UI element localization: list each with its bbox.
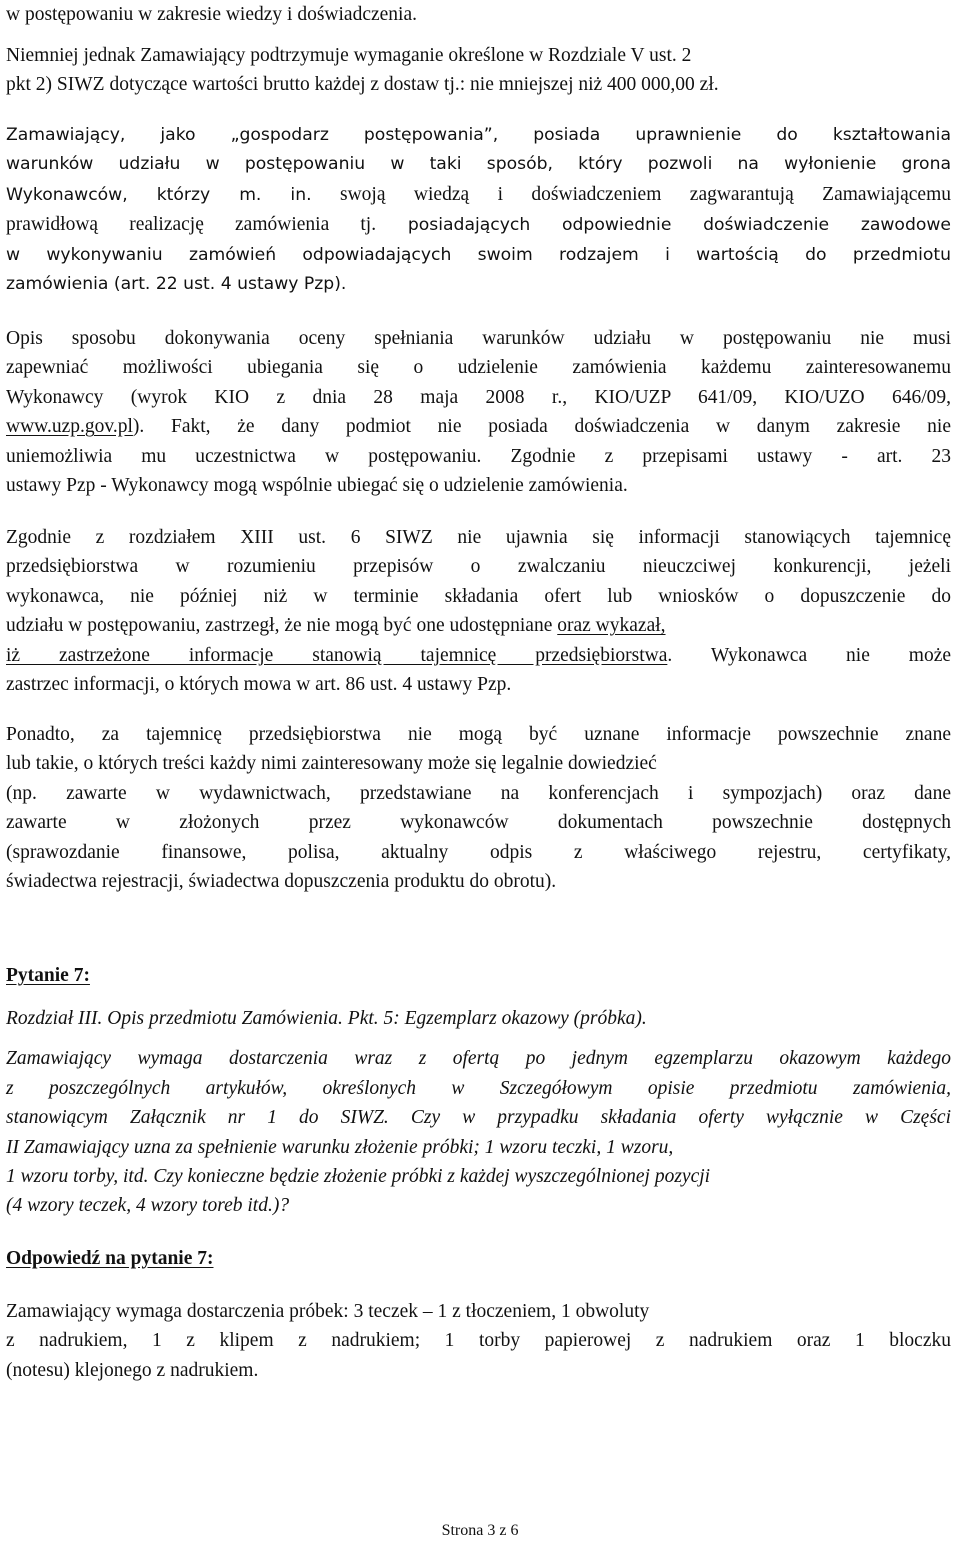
text-line: w postępowaniu w zakresie wiedzy i doświadczenia.	[6, 4, 417, 25]
text-line: Niemniej jednak Zamawiający podtrzymuje wymaganie określone w Rozdziale V ust. 2	[6, 45, 692, 66]
question-heading-text: Pytanie 7:	[6, 965, 90, 986]
text-line: Opis sposobu dokonywania oceny spełniania warunków udziału w postępowaniu nie musi	[6, 328, 951, 349]
text-line: (notesu) klejonego z nadrukiem.	[6, 1359, 259, 1381]
text-line: wykonawca, nie później niż w terminie składania ofert lub wniosków o dopuszczenie do	[6, 585, 951, 607]
paragraph-host-rights	[6, 121, 951, 299]
page-number: Strona 3 z 6	[441, 1522, 519, 1539]
text-line: Wykonawcy (wyrok KIO z dnia 28 maja 2008 r., KIO/UZP 641/09, KIO/UZO 646/09,	[6, 386, 951, 408]
text-line: przedsiębiorstwa w rozumieniu przepisów o zwalczaniu nieuczciwej konkurencji, jeżeli	[6, 556, 951, 578]
text-line: warunków udziału w postępowaniu w taki sposób, który pozwoli na wyłonienie grona	[6, 154, 951, 175]
text-line: w wykonywaniu zamówień odpowiadających swoim rodzajem i wartością do przedmiotu	[6, 244, 951, 265]
page-footer	[0, 1521, 960, 1541]
text-line: zapewniać możliwości ubiegania się o udzielenie zamówienia każdemu zainteresowanemu	[6, 357, 951, 379]
text-fragment: . Wykonawca nie może	[667, 644, 952, 666]
text-line: świadectwa rejestracji, świadectwa dopuszczenia produktu do obrotu).	[6, 871, 557, 893]
paragraph-assessment	[6, 324, 951, 500]
text-line: zawarte w złożonych przez wykonawców dokumentach powszechnie dostępnych	[6, 812, 951, 834]
text-line: (4 wzory teczek, 4 wzory toreb itd.)?	[6, 1195, 290, 1217]
text-line: stanowiącym Załącznik nr 1 do SIWZ. Czy w przypadku składania oferty wyłącznie w Części	[6, 1107, 951, 1129]
paragraph-intro	[6, 0, 951, 29]
text-line: Ponadto, za tajemnicę przedsiębiorstwa nie mogą być uznane informacje powszechnie znane	[6, 724, 951, 745]
text-line: Zamawiający wymaga dostarczenia próbek: 3 teczek – 1 z tłoczeniem, 1 obwoluty	[6, 1301, 650, 1322]
text-line: z nadrukiem, 1 z klipem z nadrukiem; 1 torby papierowej z nadrukiem oraz 1 bloczku	[6, 1330, 951, 1352]
paragraph-public-info	[6, 720, 951, 896]
text-line: zamówienia (art. 22 ust. 4 ustawy Pzp).	[6, 274, 347, 295]
answer-heading-text: Odpowiedź na pytanie 7:	[6, 1248, 214, 1269]
text-line: II Zamawiający uzna za spełnienie warunku złożenie próbki; 1 wzoru teczki, 1 wzoru,	[6, 1136, 674, 1158]
underlined-fragment: iż zastrzeżone informacje stanowią tajemnicę przedsiębiorstwa	[6, 644, 668, 666]
text-line: zastrzec informacji, o których mowa w art. 86 ust. 4 ustawy Pzp.	[6, 674, 512, 696]
text-line: Zgodnie z rozdziałem XIII ust. 6 SIWZ nie ujawnia się informacji stanowiących tajemnicę	[6, 527, 951, 548]
text-line	[6, 210, 951, 240]
text-line: pkt 2) SIWZ dotyczące wartości brutto każdej z dostaw tj.: nie mniejszej niż 400 000,00 zł.	[6, 74, 719, 96]
uzp-link[interactable]: www.uzp.gov.pl	[6, 416, 133, 438]
answer-heading	[6, 1244, 951, 1273]
text-line	[6, 641, 951, 670]
text-line: Zamawiający, jako „gospodarz postępowania”, posiada uprawnienie do kształtowania	[6, 125, 951, 145]
paragraph-trade-secret	[6, 523, 951, 699]
text-line	[6, 611, 951, 640]
underlined-fragment: oraz wykazał,	[557, 615, 666, 637]
text-line: Rozdział III. Opis przedmiotu Zamówienia. Pkt. 5: Egzemplarz okazowy (próbka).	[6, 1008, 647, 1029]
text-line: lub takie, o których treści każdy nimi zainteresowany może się legalnie dowiedzieć	[6, 753, 657, 775]
text-fragment: prawidłową realizację zamówienia tj.	[6, 214, 377, 236]
question-heading	[6, 961, 951, 990]
text-fragment: Wykonawców, którzy m. in.	[6, 184, 312, 205]
text-line: Zamawiający wymaga dostarczenia wraz z ofertą po jednym egzemplarzu okazowym każdego	[6, 1048, 951, 1070]
text-line	[6, 180, 951, 210]
question-body	[6, 1004, 951, 1221]
text-fragment: swoją wiedzą i doświadczeniem zagwarantują Zamawiającemu	[311, 183, 952, 205]
paragraph-requirement	[6, 41, 951, 100]
text-fragment: posiadających odpowiednie doświadczenie zawodowe	[376, 215, 952, 236]
text-line: (sprawozdanie finansowe, polisa, aktualny odpis z właściwego rejestru, certyfikaty,	[6, 841, 951, 863]
text-line: uniemożliwia mu uczestnictwa w postępowaniu. Zgodnie z przepisami ustawy - art. 23	[6, 445, 951, 467]
text-fragment: ). Fakt, że dany podmiot nie posiada doświadczenia w danym zakresie nie	[132, 416, 951, 438]
text-line: z poszczególnych artykułów, określonych w Szczegółowym opisie przedmiotu zamówienia,	[6, 1077, 951, 1099]
text-fragment: udziału w postępowaniu, zastrzegł, że nie mogą być one udostępniane	[6, 615, 558, 637]
answer-body	[6, 1297, 951, 1385]
text-line: (np. zawarte w wydawnictwach, przedstawiane na konferencjach i sympozjach) oraz dane	[6, 782, 951, 804]
text-line: ustawy Pzp - Wykonawcy mogą wspólnie ubiegać się o udzielenie zamówienia.	[6, 475, 628, 497]
text-line: 1 wzoru torby, itd. Czy konieczne będzie złożenie próbki z każdej wyszczególnionej pozycji	[6, 1166, 711, 1188]
text-line	[6, 412, 951, 441]
